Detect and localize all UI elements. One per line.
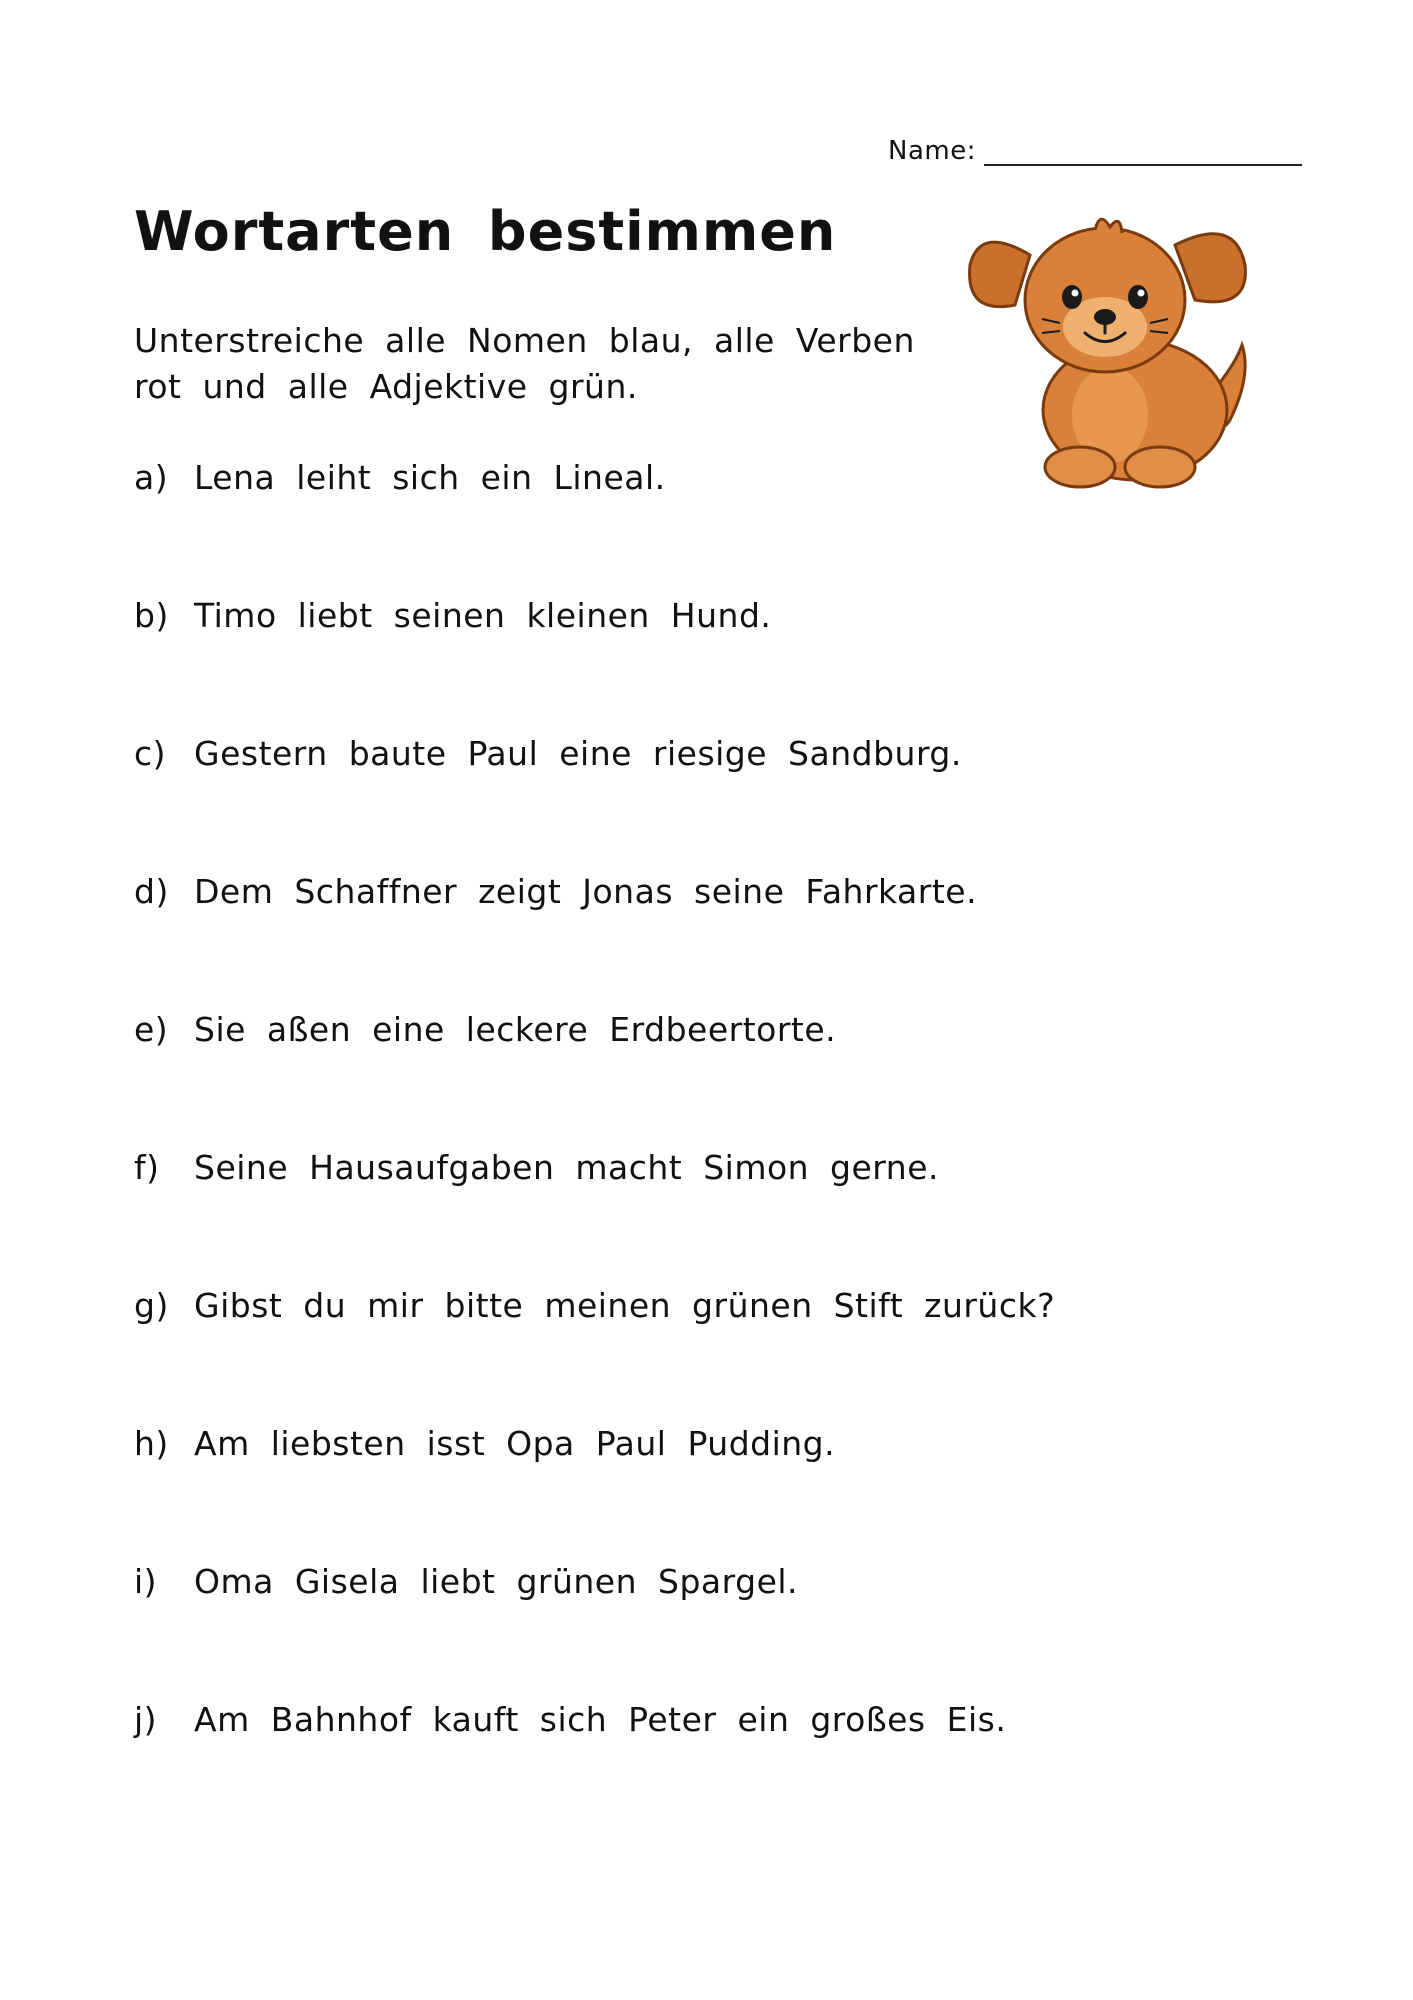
task-sentence: Gestern baute Paul eine riesige Sandburg. — [194, 734, 962, 773]
task-sentence: Seine Hausaufgaben macht Simon gerne. — [194, 1148, 940, 1187]
task-item — [134, 596, 1055, 734]
task-item — [134, 458, 1055, 596]
task-letter: d) — [134, 872, 169, 911]
task-sentence: Sie aßen eine leckere Erdbeertorte. — [194, 1010, 837, 1049]
task-letter: h) — [134, 1424, 169, 1463]
task-sentence: Oma Gisela liebt grünen Spargel. — [194, 1562, 799, 1601]
task-sentence: Am liebsten isst Opa Paul Pudding. — [194, 1424, 836, 1463]
task-letter: j) — [134, 1700, 158, 1739]
task-letter: g) — [134, 1286, 169, 1325]
puppy-icon — [960, 205, 1265, 495]
name-field — [888, 134, 1302, 166]
task-item — [134, 1562, 1055, 1700]
task-item — [134, 1424, 1055, 1562]
task-item — [134, 734, 1055, 872]
task-item — [134, 872, 1055, 1010]
task-sentence: Am Bahnhof kauft sich Peter ein großes Eis. — [194, 1700, 1007, 1739]
worksheet-title: Wortarten bestimmen — [134, 200, 837, 263]
task-list — [134, 458, 1055, 1838]
task-letter: i) — [134, 1562, 158, 1601]
name-label: Name: — [888, 136, 976, 166]
task-letter: e) — [134, 1010, 169, 1049]
task-sentence: Dem Schaffner zeigt Jonas seine Fahrkarte. — [194, 872, 978, 911]
task-sentence: Gibst du mir bitte meinen grünen Stift zurück? — [194, 1286, 1056, 1325]
task-item — [134, 1148, 1055, 1286]
task-letter: a) — [134, 458, 169, 497]
task-sentence: Timo liebt seinen kleinen Hund. — [194, 596, 772, 635]
task-item — [134, 1700, 1055, 1838]
task-item — [134, 1286, 1055, 1424]
name-line[interactable] — [984, 134, 1302, 166]
instruction-text: Unterstreiche alle Nomen blau, alle Verben rot und alle Adjektive grün. — [134, 321, 915, 406]
task-letter: f) — [134, 1148, 160, 1187]
task-letter: c) — [134, 734, 167, 773]
task-letter: b) — [134, 596, 169, 635]
task-sentence: Lena leiht sich ein Lineal. — [194, 458, 666, 497]
task-item — [134, 1010, 1055, 1148]
